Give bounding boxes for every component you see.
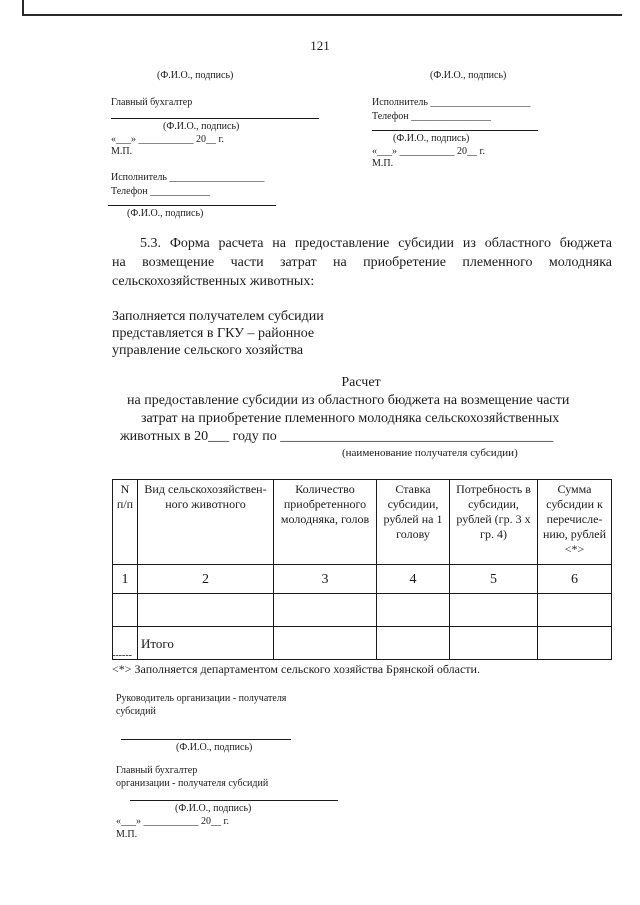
table-cell[interactable]	[377, 627, 450, 660]
signature-line	[111, 118, 319, 119]
signature-line	[130, 800, 338, 801]
table-cell[interactable]	[450, 627, 538, 660]
page-number: 121	[310, 38, 330, 53]
fio-signature-caption: (Ф.И.О., подпись)	[157, 70, 234, 81]
phone-label: Телефон ________________	[372, 111, 492, 122]
date-line: «___» ___________ 20__ г.	[372, 146, 485, 157]
table-row	[113, 594, 612, 627]
section-heading-line-1: 5.3. Форма расчета на предоставление субсидии из областного бюджета	[140, 236, 612, 251]
mp-stamp-label: М.П.	[372, 158, 394, 169]
column-number-cell: 3	[274, 565, 377, 594]
header-cell: Потребность в субсидии, рублей (гр. 3 x гр. 4)	[450, 480, 538, 565]
fio-signature-caption: (Ф.И.О., подпись)	[393, 133, 470, 144]
section-heading-line-3: сельскохозяйственных животных:	[112, 274, 315, 289]
header-cell: Сумма субсидии к перечисле-нию, рублей <*>	[538, 480, 612, 565]
calc-line-3: животных в 20___ году по _______________________________________	[120, 429, 554, 444]
table-cell[interactable]	[538, 627, 612, 660]
chief-accountant-label: Главный бухгалтер	[111, 97, 193, 108]
mp-stamp-label: М.П.	[111, 146, 133, 157]
executor-label: Исполнитель ____________________	[372, 97, 531, 108]
column-number-cell: 2	[138, 565, 274, 594]
fio-signature-caption: (Ф.И.О., подпись)	[430, 70, 507, 81]
header-cell: Ставка субсидии, рублей на 1 голову	[377, 480, 450, 565]
signature-line	[372, 130, 538, 131]
table-cell[interactable]	[138, 594, 274, 627]
calc-line-1: на предоставление субсидии из областного бюджета на возмещение части	[127, 393, 570, 408]
column-number-cell: 4	[377, 565, 450, 594]
column-number-cell: 6	[538, 565, 612, 594]
note-line-3: управление сельского хозяйства	[112, 343, 304, 358]
note-line-2: представляется в ГКУ – районное	[112, 326, 315, 341]
organization-head-label: Руководитель организации - получателя	[116, 693, 287, 704]
total-label: Итого	[138, 627, 274, 660]
column-number-cell: 5	[450, 565, 538, 594]
table-cell[interactable]	[113, 594, 138, 627]
chief-accountant-label-2: организации - получателя субсидий	[116, 778, 269, 789]
fio-signature-caption: (Ф.И.О., подпись)	[175, 803, 252, 814]
header-cell: Вид сельскохозяйствен-ного животного	[138, 480, 274, 565]
signature-line	[108, 205, 276, 206]
date-line: «___» ___________ 20__ г.	[111, 134, 224, 145]
subsidy-calculation-table	[112, 479, 612, 660]
fio-signature-caption: (Ф.И.О., подпись)	[127, 208, 204, 219]
table-row	[113, 565, 612, 594]
note-line-1: Заполняется получателем субсидии	[112, 309, 324, 324]
table-cell[interactable]	[538, 594, 612, 627]
section-heading-line-2: на возмещение части затрат на приобретение племенного молодняка	[112, 255, 612, 270]
signature-line	[121, 739, 291, 740]
organization-head-label-2: субсидий	[116, 706, 156, 717]
phone-label: Телефон ____________	[111, 186, 211, 197]
top-left-border-line	[22, 0, 24, 14]
table-cell[interactable]	[274, 627, 377, 660]
fio-signature-caption: (Ф.И.О., подпись)	[176, 742, 253, 753]
footnote-separator: ------	[112, 650, 132, 661]
table-cell[interactable]	[450, 594, 538, 627]
table-cell[interactable]	[274, 594, 377, 627]
recipient-caption: (наименование получателя субсидии)	[342, 447, 518, 459]
footnote-text: <*> Заполняется департаментом сельского хозяйства Брянской области.	[112, 662, 480, 676]
executor-label: Исполнитель ___________________	[111, 172, 265, 183]
column-number-cell: 1	[113, 565, 138, 594]
top-border-line	[22, 14, 622, 16]
calc-line-2: затрат на приобретение племенного молодняка сельскохозяйственных	[141, 411, 560, 426]
table-cell[interactable]	[377, 594, 450, 627]
date-line: «___» ___________ 20__ г.	[116, 816, 229, 827]
header-cell: Количество приобретенного молодняка, голов	[274, 480, 377, 565]
table-total-row	[113, 627, 612, 660]
header-cell: N п/п	[113, 480, 138, 565]
calc-title: Расчет	[341, 375, 381, 390]
chief-accountant-label: Главный бухгалтер	[116, 765, 198, 776]
table-header-row	[113, 480, 612, 565]
fio-signature-caption: (Ф.И.О., подпись)	[163, 121, 240, 132]
mp-stamp-label: М.П.	[116, 829, 138, 840]
